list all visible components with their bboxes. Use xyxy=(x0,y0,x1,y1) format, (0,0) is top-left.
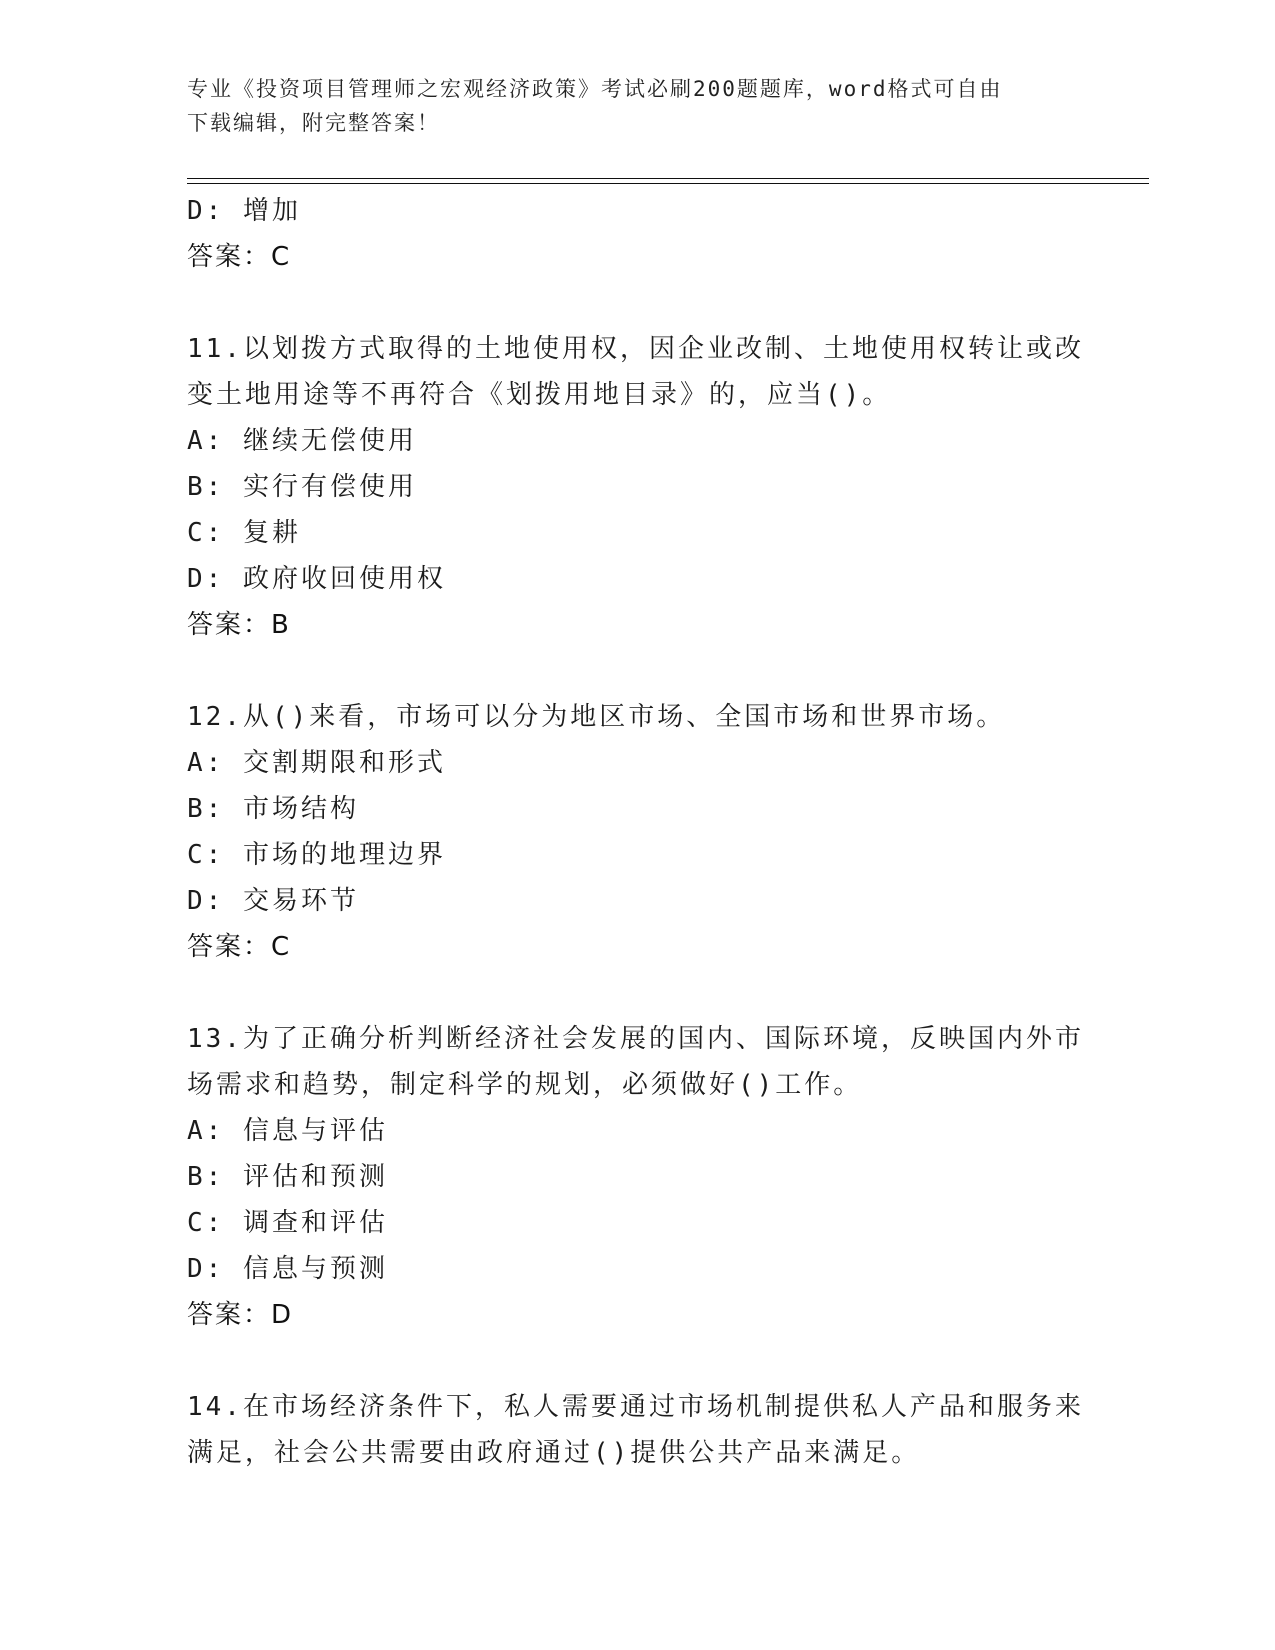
spacer xyxy=(187,970,1087,1016)
answer-line: 答案：D xyxy=(187,1300,294,1330)
question-14 xyxy=(187,1384,1087,1476)
question-text-line: 变土地用途等不再符合《划拨用地目录》的，应当()。 xyxy=(187,380,892,410)
header-rule-top xyxy=(187,178,1149,179)
option-d: D: 交易环节 xyxy=(187,886,359,916)
question-12 xyxy=(187,694,1087,970)
question-text-line: 场需求和趋势，制定科学的规划，必须做好()工作。 xyxy=(187,1070,863,1100)
option-a: A: 信息与评估 xyxy=(187,1116,388,1146)
question-text-line: 11.以划拨方式取得的土地使用权，因企业改制、土地使用权转让或改 xyxy=(187,334,1084,364)
answer-line: 答案：B xyxy=(187,610,291,640)
option-b: B: 实行有偿使用 xyxy=(187,472,417,502)
option-a: A: 继续无偿使用 xyxy=(187,426,417,456)
spacer xyxy=(187,1338,1087,1384)
question-text-line: 满足，社会公共需要由政府通过()提供公共产品来满足。 xyxy=(187,1438,921,1468)
question-text-line: 14.在市场经济条件下，私人需要通过市场机制提供私人产品和服务来 xyxy=(187,1392,1084,1422)
question-list xyxy=(187,188,1087,1476)
document-header xyxy=(187,72,1087,140)
option-c: C: 调查和评估 xyxy=(187,1208,388,1238)
question-13 xyxy=(187,1016,1087,1338)
answer-line: 答案：C xyxy=(187,932,292,962)
question-text-line: 13.为了正确分析判断经济社会发展的国内、国际环境，反映国内外市 xyxy=(187,1024,1084,1054)
option-b: B: 评估和预测 xyxy=(187,1162,388,1192)
option-c: C: 复耕 xyxy=(187,518,301,548)
option-d: D: 信息与预测 xyxy=(187,1254,388,1284)
option-d: D: 增加 xyxy=(187,196,301,226)
option-c: C: 市场的地理边界 xyxy=(187,840,446,870)
header-line-2: 下载编辑，附完整答案！ xyxy=(187,111,440,135)
header-line-1: 专业《投资项目管理师之宏观经济政策》考试必刷200题题库，word格式可自由 xyxy=(187,77,1003,101)
question-11 xyxy=(187,326,1087,648)
answer-line: 答案：C xyxy=(187,242,292,272)
spacer xyxy=(187,648,1087,694)
header-rule-bottom xyxy=(187,183,1149,184)
spacer xyxy=(187,280,1087,326)
option-a: A: 交割期限和形式 xyxy=(187,748,446,778)
option-b: B: 市场结构 xyxy=(187,794,359,824)
option-d: D: 政府收回使用权 xyxy=(187,564,446,594)
question-text-line: 12.从()来看，市场可以分为地区市场、全国市场和世界市场。 xyxy=(187,702,1006,732)
